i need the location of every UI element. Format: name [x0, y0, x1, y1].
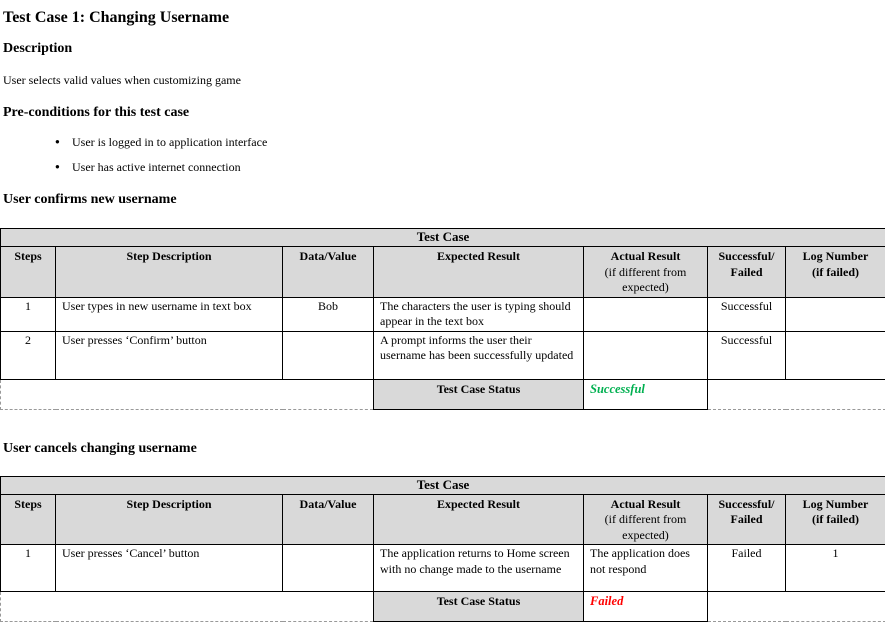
col-header-log-number-note: (if failed)	[792, 512, 879, 528]
status-row	[1, 379, 885, 409]
col-header-successful-failed-line1: Successful/	[714, 249, 779, 265]
document-page	[0, 8, 885, 622]
table-row	[1, 331, 885, 379]
col-header-actual-result-title: Actual Result	[590, 249, 701, 265]
col-header-expected-result: Expected Result	[374, 247, 584, 298]
cell-successful-failed: Successful	[708, 331, 786, 379]
status-row-spacer	[708, 592, 885, 622]
status-value-cell: Failed	[584, 592, 708, 622]
cell-log-number: 1	[786, 545, 885, 592]
status-row	[1, 592, 885, 622]
cell-actual-result	[584, 297, 708, 331]
col-header-step-description: Step Description	[56, 247, 283, 298]
status-value-cell: Successful	[584, 379, 708, 409]
cell-expected-result: The characters the user is typing should appear in the text box	[374, 297, 584, 331]
cell-data-value: Bob	[283, 297, 374, 331]
col-header-actual-result	[584, 247, 708, 298]
col-header-data-value: Data/Value	[283, 247, 374, 298]
status-row-spacer	[1, 592, 374, 622]
status-label-cell: Test Case Status	[374, 592, 584, 622]
cell-successful-failed: Failed	[708, 545, 786, 592]
table-header-row	[1, 247, 885, 298]
col-header-successful-failed-line1: Successful/	[714, 497, 779, 513]
description-heading: Description	[3, 40, 885, 58]
confirm-section-heading: User confirms new username	[3, 191, 885, 209]
table-title-row	[1, 229, 885, 247]
col-header-data-value: Data/Value	[283, 494, 374, 545]
cancel-section-heading: User cancels changing username	[3, 440, 885, 458]
cell-step-description: User types in new username in text box	[56, 297, 283, 331]
cell-actual-result: The application does not respond	[584, 545, 708, 592]
table-row	[1, 297, 885, 331]
col-header-successful-failed	[708, 494, 786, 545]
table-header-row	[1, 494, 885, 545]
cell-expected-result: A prompt informs the user their username has been successfully updated	[374, 331, 584, 379]
cell-step: 1	[1, 297, 56, 331]
cell-expected-result: The application returns to Home screen with no change made to the username	[374, 545, 584, 592]
preconditions-heading: Pre-conditions for this test case	[3, 104, 885, 122]
col-header-actual-result-note: (if different from expected)	[590, 512, 701, 543]
status-row-spacer	[708, 379, 885, 409]
description-text: User selects valid values when customizing game	[3, 72, 885, 88]
cell-step-description: User presses ‘Confirm’ button	[56, 331, 283, 379]
table-title: Test Case	[1, 229, 885, 247]
cancel-test-case-table	[0, 476, 885, 623]
cell-log-number	[786, 331, 885, 379]
col-header-log-number-note: (if failed)	[792, 265, 879, 281]
preconditions-list	[0, 134, 885, 175]
cell-successful-failed: Successful	[708, 297, 786, 331]
col-header-log-number-title: Log Number	[792, 249, 879, 265]
col-header-actual-result-note: (if different from expected)	[590, 265, 701, 296]
confirm-test-case-table	[0, 228, 885, 410]
cell-step-description: User presses ‘Cancel’ button	[56, 545, 283, 592]
col-header-expected-result: Expected Result	[374, 494, 584, 545]
cell-step: 2	[1, 331, 56, 379]
list-item-text: User is logged in to application interface	[72, 134, 267, 150]
list-item	[0, 159, 885, 175]
bullet-icon: ●	[55, 134, 72, 150]
col-header-steps: Steps	[1, 494, 56, 545]
col-header-steps: Steps	[1, 247, 56, 298]
table-row	[1, 545, 885, 592]
cell-log-number	[786, 297, 885, 331]
table-title-row	[1, 476, 885, 494]
cell-data-value	[283, 545, 374, 592]
bullet-icon: ●	[55, 159, 72, 175]
col-header-log-number	[786, 494, 885, 545]
list-item-text: User has active internet connection	[72, 159, 241, 175]
status-label-cell: Test Case Status	[374, 379, 584, 409]
col-header-actual-result	[584, 494, 708, 545]
col-header-successful-failed	[708, 247, 786, 298]
col-header-log-number	[786, 247, 885, 298]
table-title: Test Case	[1, 476, 885, 494]
cell-step: 1	[1, 545, 56, 592]
col-header-successful-failed-line2: Failed	[714, 512, 779, 528]
page-title: Test Case 1: Changing Username	[3, 8, 885, 28]
cell-actual-result	[584, 331, 708, 379]
cell-data-value	[283, 331, 374, 379]
col-header-step-description: Step Description	[56, 494, 283, 545]
col-header-actual-result-title: Actual Result	[590, 497, 701, 513]
status-row-spacer	[1, 379, 374, 409]
col-header-log-number-title: Log Number	[792, 497, 879, 513]
list-item	[0, 134, 885, 150]
col-header-successful-failed-line2: Failed	[714, 265, 779, 281]
